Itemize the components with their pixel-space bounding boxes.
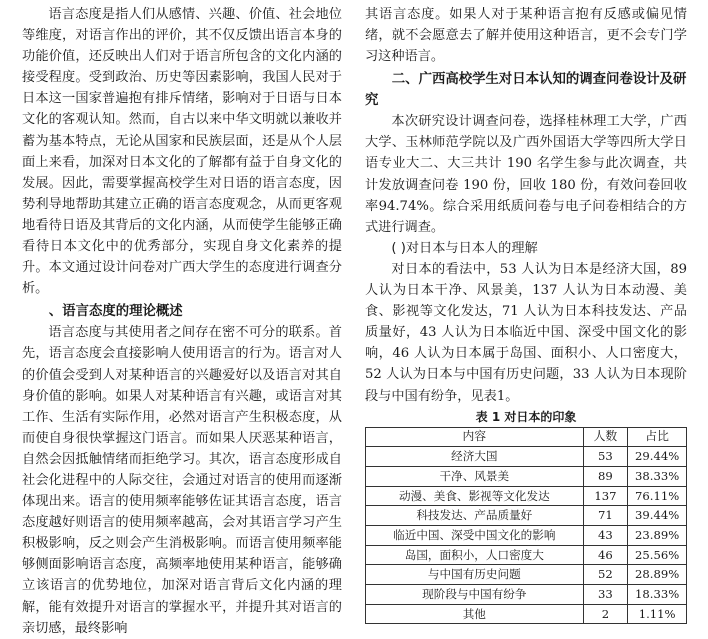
row-percent: 76.11% bbox=[628, 486, 687, 506]
intro-paragraph: 语言态度是指人们从感情、兴趣、价值、社会地位等维度，对语言作出的评价，其不仅反馈出语言本身的功能价值，还反映出人们对于语言所包含的文化内涵的接受程度。受到政治、历史等因素影响，我国人民对于日本这一国家普遍抱有排斥情绪，影响对于日语与日本文化的客观认知。然而，自古以来中华文明就以兼收并蓄为基本特点，无论从国家和民族层面，还是从个人层面上来看，加深对日本文化的了解都有益于自身文化的发展。因此，需要掌握高校学生对日语的语言态度，因势利导地帮助其建立正确的语言态度观念，从而更客观地看待日语及其背后的文化内涵，从而使学生能够正确看待日本文化中的优秀部分，实现自身文化素养的提升。本文通过设计问卷对广西大学生的态度进行调查分析。 bbox=[22, 7, 342, 297]
row-count: 2 bbox=[583, 604, 628, 624]
table-row bbox=[366, 466, 687, 486]
row-percent: 23.89% bbox=[628, 526, 687, 546]
row-percent: 28.89% bbox=[628, 565, 687, 585]
row-percent: 29.44% bbox=[628, 447, 687, 467]
table-header-row bbox=[366, 427, 687, 447]
theory-paragraph: 语言态度与其使用者之间存在密不可分的联系。首先，语言态度会直接影响人使用语言的行为。语言对人的价值会受到人对某种语言的兴趣爱好以及语言对其自身价值的影响。如果人对某种语言有兴趣，或语言对其工作、生活有实际作用，必然对语言产生积极态度，从而使自身很快掌握这门语言。而如果人厌恶某种语言，自然会因抵触情绪而拒绝学习。其次，语言态度形成自社会化进程中的人际交往，会通过对语言的使用而逐渐体现出来。语言的使用频率能够佐证其语言态度，语言态度越好则语言的使用频率越高，会对其语言学习产生积极影响，反之则会产生消极影响。而语言使用频率能够侧面影响语言态度，高频率地使用某种语言，能够确立该语言的优势地位，加深对语言背后文化内涵的理解，能有效提升对语言的掌握水平，并提升其对语言的亲切感，最终影响 bbox=[22, 325, 342, 636]
table-row bbox=[366, 565, 687, 585]
row-count: 52 bbox=[583, 565, 628, 585]
row-content: 科技发达、产品质量好 bbox=[366, 506, 584, 526]
right-column bbox=[365, 4, 687, 624]
row-count: 71 bbox=[583, 506, 628, 526]
row-percent: 39.44% bbox=[628, 506, 687, 526]
row-percent: 1.11% bbox=[628, 604, 687, 624]
header-percent: 占比 bbox=[628, 427, 687, 447]
row-content: 岛国，面积小，人口密度大 bbox=[366, 545, 584, 565]
table-row bbox=[366, 506, 687, 526]
section-heading-1: 、语言态度的理论概述 bbox=[48, 304, 183, 320]
row-content: 其他 bbox=[366, 604, 584, 624]
continued-paragraph: 其语言态度。如果人对于某种语言抱有反感或偏见情绪，就不会愿意去了解并使用这种语言，更不会专门学习这种语言。 bbox=[365, 7, 687, 65]
row-count: 43 bbox=[583, 526, 628, 546]
row-count: 137 bbox=[583, 486, 628, 506]
row-count: 33 bbox=[583, 585, 628, 605]
row-content: 动漫、美食、影视等文化发达 bbox=[366, 486, 584, 506]
row-content: 与中国有历史问题 bbox=[366, 565, 584, 585]
row-content: 经济大国 bbox=[366, 447, 584, 467]
row-count: 46 bbox=[583, 545, 628, 565]
header-content: 内容 bbox=[366, 427, 584, 447]
row-content: 干净、风景美 bbox=[366, 466, 584, 486]
survey-paragraph: 本次研究设计调查问卷，选择桂林理工大学，广西大学、玉林师范学院以及广西外国语大学等四所大学日语专业大二、大三共计 190 名学生参与此次调查，共计发放调查问卷 190 份，回收 180 份，有效问卷回收率94.74%。综合采用纸质问卷与电子问卷相结合的方式进行调查。 bbox=[365, 114, 687, 235]
row-count: 53 bbox=[583, 447, 628, 467]
row-percent: 38.33% bbox=[628, 466, 687, 486]
row-percent: 18.33% bbox=[628, 585, 687, 605]
left-column bbox=[22, 4, 342, 639]
table-row bbox=[366, 447, 687, 467]
results-paragraph: 对日本的看法中，53 人认为日本是经济大国，89 人认为日本干净、风景美，137 人认为日本动漫、美食、影视等文化发达，71 人认为日本科技发达、产品质量好，43 人认为日本临近中国、深受中国文化的影响，46 人认为日本属于岛国、面积小、人口密度大，52 人认为日本与中国有历史问题，33 人认为日本现阶段与中国有纷争，见表1。 bbox=[365, 261, 687, 404]
impression-table bbox=[365, 427, 687, 625]
header-count: 人数 bbox=[583, 427, 628, 447]
table-row bbox=[366, 486, 687, 506]
row-content: 现阶段与中国有纷争 bbox=[366, 585, 584, 605]
row-count: 89 bbox=[583, 466, 628, 486]
table-caption: 表 1 对日本的印象 bbox=[475, 409, 577, 424]
table-row bbox=[366, 526, 687, 546]
table-row bbox=[366, 604, 687, 624]
table-row bbox=[366, 585, 687, 605]
table-row bbox=[366, 545, 687, 565]
section-heading-2: 二、广西高校学生对日本认知的调查问卷设计及研究 bbox=[365, 72, 687, 109]
row-percent: 25.56% bbox=[628, 545, 687, 565]
row-content: 临近中国、深受中国文化的影响 bbox=[366, 526, 584, 546]
subsection-heading: ( )对日本与日本人的理解 bbox=[391, 240, 538, 256]
